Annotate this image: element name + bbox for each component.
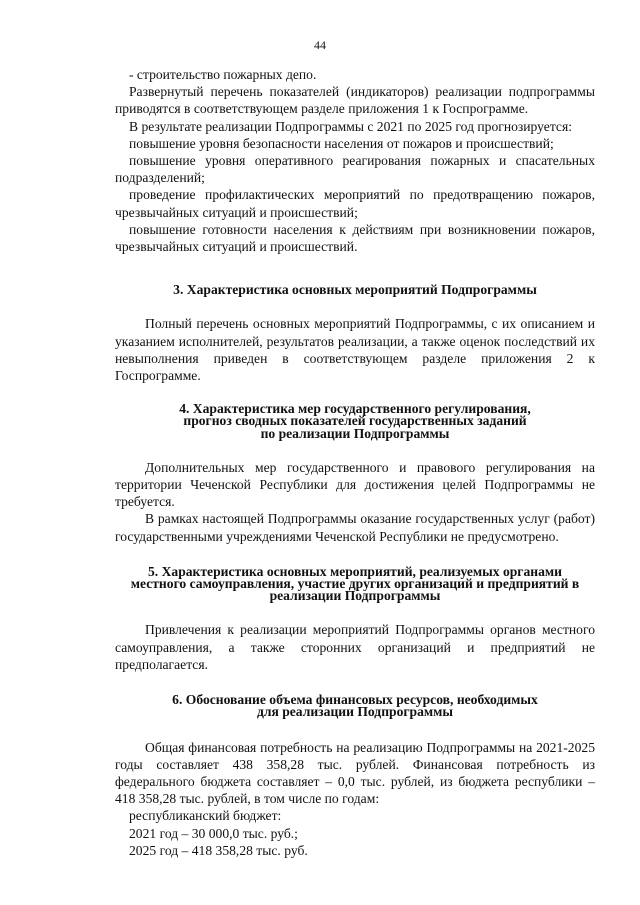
section-4-title [115,403,595,440]
result-item: повышение уровня оперативного реагирования пожарных и спасательных подразделений; [115,153,595,186]
section-3-title: 3. Характеристика основных мероприятий Подпрограммы [173,282,537,298]
section-5-title [115,563,595,604]
section-5-text: Привлечения к реализации мероприятий Подпрограммы органов местного самоуправления, а также сторонних организаций и предприятий не предполагается. [115,622,595,672]
budget-year-line: 2025 год – 418 358,28 тыс. руб. [129,842,308,858]
section-5-title-line: местного самоуправления, участие других организаций и предприятий в [130,576,580,592]
section-4-text-1: Дополнительных мер государственного и правового регулирования на территории Чеченской Республики для достижения целей Подпрограммы не требуется. [115,459,595,510]
section-3-text: Полный перечень основных мероприятий Подпрограммы, с их описанием и указанием исполнителей, результатов реализации, а также оценок последствий их невыполнения приведен в соответствующем разделе приложения 2 к Госпрограмме. [115,316,595,384]
section-6-title [115,694,595,718]
section-6-text: Общая финансовая потребность на реализацию Подпрограммы на 2021-2025 годы составляет 438 358,28 тыс. рублей. Финансовая потребность из федерального бюджета составляет – 0,0 тыс. рублей, из бюджета республики – 418 358,28 тыс. рублей, в том числе по годам: [115,739,595,807]
result-item: повышение готовности населения к действиям при возникновении пожаров, чрезвычайных ситуаций и происшествий. [115,221,595,255]
section-4-title-line: 4. Характеристика мер государственного регулирования, [179,401,531,417]
section-5-title-line: реализации Подпрограммы [269,588,441,604]
section-4-title-line: по реализации Подпрограммы [260,425,450,441]
depot-line: - строительство пожарных депо. [129,67,317,82]
result-item: повышение уровня безопасности населения от пожаров и происшествий; [129,135,554,151]
budget-label: республиканский бюджет: [129,808,282,824]
indicators-paragraph: Развернутый перечень показателей (индикаторов) реализации подпрограммы приводятся в соответствующем разделе приложения 1 к Госпрограмме. [115,84,595,117]
result-item: проведение профилактических мероприятий по предотвращению пожаров, чрезвычайных ситуаций и происшествий; [115,187,595,220]
section-4-text-2: В рамках настоящей Подпрограммы оказание государственных услуг (работ) государственными учреждениями Чеченской Республики не предусмотрено. [115,511,595,544]
section-6-title-line: 6. Обоснование объема финансовых ресурсов, необходимых [172,692,538,708]
section-5-title-line: 5. Характеристика основных мероприятий, реализуемых органами [147,563,562,579]
forecast-intro: В результате реализации Подпрограммы с 2021 по 2025 год прогнозируется: [129,118,572,134]
budget-year-line: 2021 год – 30 000,0 тыс. руб.; [129,825,298,841]
page-number: 44 [314,38,326,52]
section-4-title-line: прогноз сводных показателей государственных заданий [183,413,527,429]
document-body [115,66,595,859]
section-6-title-line: для реализации Подпрограммы [256,704,454,720]
